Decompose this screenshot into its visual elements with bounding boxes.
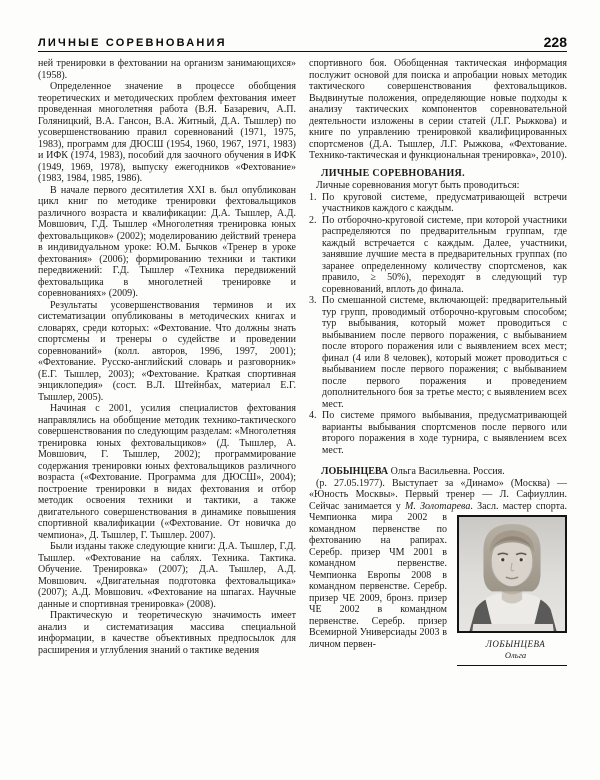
paragraph: В начале первого десятилетия XXI в. был опубликован цикл книг по методике тренировки фехтовальщиков различного возраста и квалификации: Д.А. Тышлер, А.Д. Мовшович, Г.Д. Тышлер «Многолетняя тренировка юных фехтовальщиков» (2002); моделированию действий тренера в индивидуальном уроке: Ю.М. Бычков «Тренер в уроке фехтования» (2006); формированию техники и тактики передвижений: Г.Д. Тышлер «Техника передвижений фехтовальщика в многолетней тренировке и соревнованиях» (2009). [38,184,296,299]
list-item-text: По смешанной системе, включающей: предварительный тур групп, проводимый отборочно-круговым способом; тур выбывания, который может проводиться с выбыванием после первого поражения, с выбыванием после второго поражения или с выявлением всех мест; финал (4 или 8 человек), который может проводиться с выбыванием после первого поражения; с выбыванием после первого поражения и проведением дополнительного боя за третье место; с выявлением всех мест. [322,295,567,410]
header-rule [38,51,567,52]
list-item-text: По отборочно-круговой системе, при которой участники распределяются по предварительным группам, где каждый встречается с каждым. Далее, участники, занявшие лучшие места в предварительных группах (по заранее определенному количеству спортсменов, как правило, ≥ 50%), переходят в следующий тур соревнований, вплоть до финала. [322,214,567,295]
list-item [309,295,567,410]
list-item-number: 2. [309,214,317,226]
portrait-photo [457,515,567,633]
paragraph: Начиная с 2001, усилия специалистов фехтования направлялись на обобщение методик технико-тактического совершенствования по следующим разделам: «Многолетняя тренировка юных фехтовальщиков» (Д. Тышлер, А. Мовшович, Г. Тышлер, 2002); программирование содержания тренировки юных фехтовальщиков различного возраста («Фехтование. Программа для ДЮСШ», 2004); построение тренировки в видах фехтования и отбор методик освоения техники и тактики, а также двигательного совершенствования в динамике повышения спортивной квалификации («Фехтование. От новичка до чемпиона», Д. Тышлер, Г. Тышлер. 2007). [38,403,296,541]
list-item [309,215,567,296]
photo-caption-firstname: Ольга [504,650,527,660]
bio-name-rest: Ольга Васильевна. Россия. [388,466,505,477]
running-head-title: ЛИЧНЫЕ СОРЕВНОВАНИЯ [38,37,227,49]
paragraph: спортивного боя. Обобщенная тактическая информация послужит основой для поиска и апробации новых методик тактического совершенствования фехтовальщиков. Выдвинутые положения, определяющие новые подходы к анализу тактических компонентов соревновательной деятельности изложены в серии статей (Л.Г. Рыжкова) и книге по управлению тренировкой квалифицированных спортсменов (Д.А. Тышлер, Л.Г. Рыжкова, «Фехтование. Технико-тактическая и функциональная тренировка», 2010). [309,58,567,161]
bio-coach-name: М. Золотарева [405,500,471,512]
list-item-number: 3. [309,295,317,306]
portrait-figure [457,515,567,666]
list-item-number: 4. [309,410,317,421]
list-item-text: По системе прямого выбывания, предусматривающей варианты выбывания спортсменов после первого или второго поражения в ходе турнира, с выявлением всех мест. [322,410,567,456]
paragraph: Практическую и теоретическую значимость имеет анализ и систематизация массива специальной информации, в качестве объективных предпосылок для расширения и углубления знаний о тактике ведения [38,610,296,656]
list-item [309,410,567,456]
list-item-text: По круговой системе, предусматривающей встречи участников каждого с каждым. [322,191,567,214]
section-heading: ЛИЧНЫЕ СОРЕВНОВАНИЯ. [321,167,465,179]
photo-caption-surname: ЛОБЫНЦЕВА [485,639,546,649]
bio-surname: ЛОБЫНЦЕВА [321,466,389,477]
paragraph: Результаты усовершенствования терминов и их систематизации опубликованы в методических книгах и словарях, среди которых: «Фехтование. Что должны знать спортсмены и тренеры о судействе и проведении соревнований» (колл. авторов, 1996, 1997, 2001); «Фехтование. Русско-английский словарь и разговорник» (Е.Г. Тышлер, 2003); «Фехтование. Краткая спортивная энциклопедия» (сост. В.Л. Штейнбах, материал Е.Г. Тышлер, 2005). [38,299,296,403]
bio-paragraph [309,477,567,660]
bio-text: спорта. Чемпионка мира 2002 в командном первенстве по фехтованию на рапирах. Серебр. призер ЧМ 2001 в командном первенстве. Чемпионка Европы 2008 в командном первенстве. Серебр. призер ЧЕ 2009, бронз. призер ЧЕ 2002 в командном первенстве. Серебр. призер Всемирной Универсиады 2003 в личном первен- [309,500,567,650]
paragraph: ней тренировки в фехтовании на организм занимающихся» (1958). [38,58,296,81]
bio-name-line [309,466,567,478]
right-text-column [309,58,567,666]
paragraph: Определенное значение в процессе обобщения теоретических и методических проблем фехтования имеет проведенная многолетняя работа (В.Я. Базаревич, А.П. Голяницкий, В.А. Гансон, В.А. Житный, Д.А. Тышлер) по усовершенствованию правил соревнований (1971, 1975, 1983), программ для ДЮСШ (1954, 1960, 1967, 1971, 1983) и ИФК (1974, 1983), пособий для заочного обучения в ИФК (1949, 1969, 1978), выпуску ежегодников «Фехтование» (1983, 1984, 1985, 1986). [38,81,296,184]
paragraph: Были изданы также следующие книги: Д.А. Тышлер, Г.Д. Тышлер. «Фехтование на саблях. Техника. Тактика. Обучение. Тренировка» (2007); Д.А. Тышлер, А.Д. Мовшович. «Двигательная подготовка фехтовальщика» (2007); А.Д. Мовшович. «Фехтование на шпагах. Научные данные и спортивная тренировка» (2008). [38,541,296,610]
left-text-column [38,58,296,656]
page-number: 228 [543,34,567,50]
bio-text: (р. 27.05.1977). Выступает за «Динамо» (Москва) — «Юность Москвы». Первый тренер — Л. Сафиуллин. Сейчас занимается у [309,477,567,512]
list-item-number: 1. [309,191,317,203]
portrait-illustration [459,517,565,631]
list-item [309,192,567,215]
section-lead: Личные соревнования могут быть проводиться: [316,180,520,191]
bio-text: . Засл. мастер [470,500,536,512]
